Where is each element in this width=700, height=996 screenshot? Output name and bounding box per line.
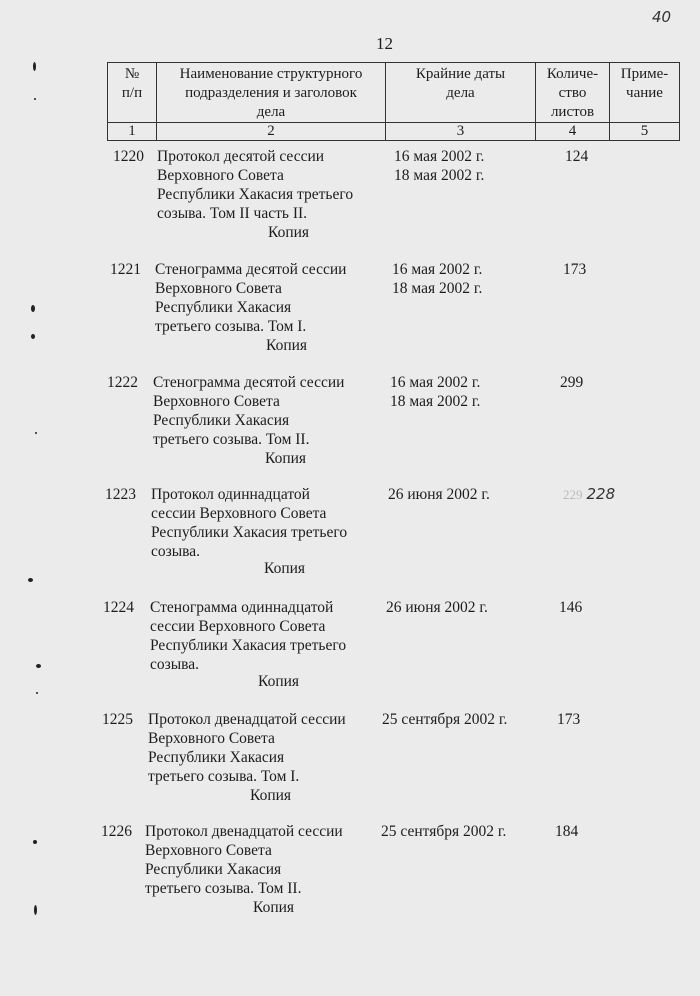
- crossed-out-sheet-count: 229: [563, 487, 583, 502]
- row-dates: 25 сентября 2002 г.: [382, 711, 508, 728]
- page-number: 12: [376, 34, 393, 53]
- header-num-5: 5: [610, 123, 680, 141]
- header-num-3: 3: [386, 123, 536, 141]
- row-dates: 26 июня 2002 г.: [386, 599, 488, 616]
- header-num-1: 1: [108, 123, 157, 141]
- scan-speck: [35, 432, 37, 434]
- scan-speck: [31, 305, 35, 312]
- row-title: Стенограмма одиннадцатой сессии Верховного Совета Республики Хакасия третьего созыва.: [150, 599, 347, 673]
- row-sheets: 299: [560, 374, 584, 391]
- row-dates: 26 июня 2002 г.: [388, 486, 490, 503]
- header-numbers-row: [108, 123, 680, 141]
- header-num-4: 4: [536, 123, 610, 141]
- header-num-2: 2: [157, 123, 386, 141]
- header-col-sheets: Количе- ство листов: [536, 63, 610, 123]
- row-dates: 16 мая 2002 г. 18 мая 2002 г.: [392, 261, 483, 297]
- header-titles-row: [108, 63, 680, 123]
- header-col-title: Наименование структурного подразделения и заголовок дела: [157, 63, 386, 123]
- row-number: 1222: [107, 374, 138, 391]
- scan-speck: [36, 692, 38, 694]
- row-copy-label: Копия: [264, 560, 306, 577]
- scan-speck: [34, 905, 37, 915]
- row-sheets: [563, 485, 615, 504]
- row-dates: 25 сентября 2002 г.: [381, 823, 507, 840]
- row-number: 1224: [103, 599, 134, 616]
- row-number: 1220: [113, 148, 144, 165]
- header-col-notes: Приме- чание: [610, 63, 680, 123]
- row-copy-label: Копия: [265, 450, 307, 467]
- scan-speck: [36, 664, 41, 668]
- row-copy-label: Копия: [268, 224, 310, 241]
- row-sheets: 146: [559, 599, 583, 616]
- row-title: Протокол одиннадцатой сессии Верховного Совета Республики Хакасия третьего созыва.: [151, 486, 348, 560]
- row-copy-label: Копия: [253, 899, 295, 916]
- row-title: Протокол двенадцатой сессии Верховного Совета Республики Хакасия третьего созыва. Том I.: [148, 711, 346, 785]
- row-sheets: 184: [555, 823, 579, 840]
- row-number: 1223: [105, 486, 136, 503]
- header-col-dates: Крайние даты дела: [386, 63, 536, 123]
- row-title: Стенограмма десятой сессии Верховного Совета Республики Хакасия третьего созыва. Том I.: [155, 261, 347, 335]
- row-title: Протокол двенадцатой сессии Верховного Совета Республики Хакасия третьего созыва. Том II.: [145, 823, 343, 897]
- table-header: [107, 62, 680, 141]
- row-number: 1221: [110, 261, 141, 278]
- row-number: 1225: [102, 711, 133, 728]
- scan-speck: [34, 98, 36, 100]
- scan-speck: [33, 62, 36, 71]
- row-title: Стенограмма десятой сессии Верховного Совета Республики Хакасия третьего созыва. Том II.: [153, 374, 345, 448]
- row-dates: 16 мая 2002 г. 18 мая 2002 г.: [390, 374, 481, 410]
- row-sheets: 173: [563, 261, 587, 278]
- row-copy-label: Копия: [250, 787, 292, 804]
- row-copy-label: Копия: [266, 337, 308, 354]
- handwritten-sheet-count: 228: [586, 485, 616, 503]
- row-copy-label: Копия: [258, 673, 300, 690]
- row-dates: 16 мая 2002 г. 18 мая 2002 г.: [394, 148, 485, 184]
- scan-speck: [33, 840, 37, 844]
- row-title: Протокол десятой сессии Верховного Совета Республики Хакасия третьего созыва. Том II часть II.: [157, 148, 354, 222]
- row-sheets: 173: [557, 711, 581, 728]
- row-sheets: 124: [565, 148, 589, 165]
- row-number: 1226: [101, 823, 132, 840]
- archive-folio-number: 40: [652, 8, 672, 26]
- scan-speck: [28, 578, 33, 582]
- scan-speck: [31, 334, 35, 339]
- header-col-number: № п/п: [108, 63, 157, 123]
